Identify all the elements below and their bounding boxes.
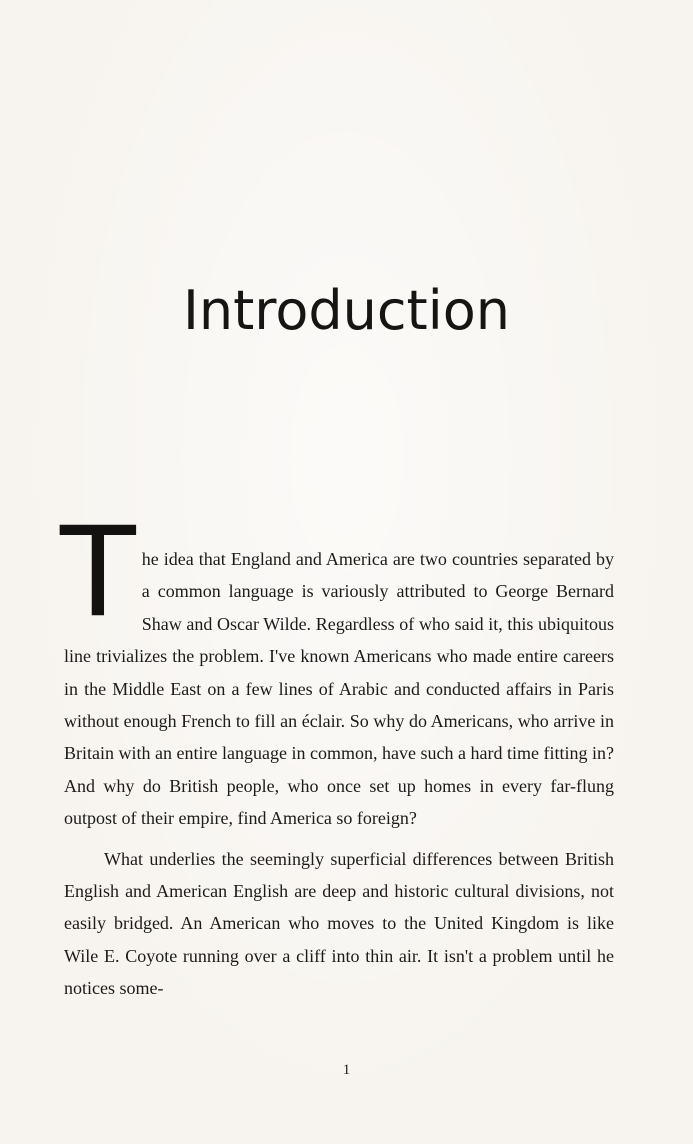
paragraph-1-text: he idea that England and America are two countries separated by a common language is variously attributed to George Bernard Shaw and Oscar Wilde. Regardless of who said it, this ubiquitous line trivializes the problem. I've known Americans who made entire careers in the Middle East on a few lines of Arabic and conducted affairs in Paris without enough French to fill an éclair. So why do Americans, who arrive in Britain with an entire language in common, have such a hard time fitting in? And why do British people, who once set up homes in every far-flung outpost of their empire, find America so foreign? [64,549,614,829]
paragraph-1 [60,501,614,835]
page-number: 1 [342,1062,351,1078]
show-through-text [64,40,616,119]
body-text [60,501,614,1005]
paragraph-2: What underlies the seemingly superficial differences between British English and American English are deep and historic cultural divisions, not easily bridged. An American who moves to the United Kingdom is like Wile E. Coyote running over a cliff into thin air. It isn't a problem until he notices some- [64,848,614,999]
drop-cap: T [60,501,136,645]
chapter-title: Introduction [182,279,510,343]
